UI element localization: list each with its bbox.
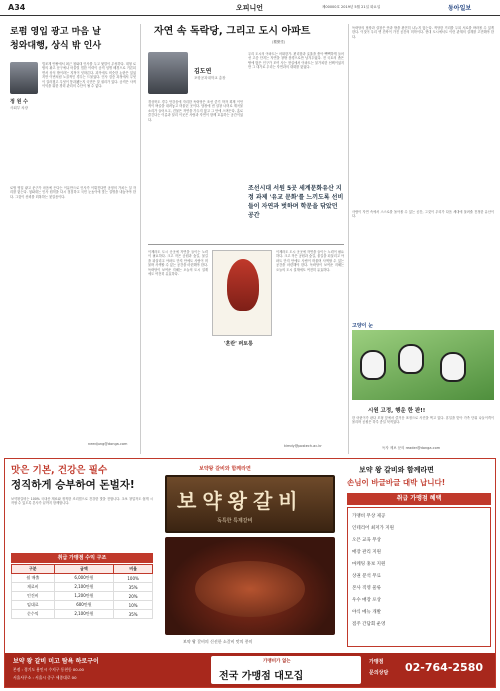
column-title-line1: 로펌 영입 광고 마음 날 xyxy=(10,27,101,37)
footer-address-2: 서울사무소 : 서울시 중구 세종대로 00 xyxy=(13,675,77,680)
ad-right-subheadline: 손님이 바글바글 대박 납니다! xyxy=(347,478,446,487)
recruit-top: 가맹비가 없는 xyxy=(263,659,291,664)
table-row xyxy=(12,601,153,610)
benefit-item: 야식 메뉴 개발 xyxy=(352,610,381,615)
ad-left xyxy=(11,463,153,649)
benefit-item: 매장 관리 지원 xyxy=(352,550,381,555)
right-column xyxy=(352,22,494,454)
panda-figure xyxy=(360,350,386,380)
ad-right xyxy=(347,463,491,649)
table-header-cell: 금액 xyxy=(54,565,114,574)
table-header-row xyxy=(12,565,153,574)
article-body-continued: 우리 도시의 아파트는 어떠한가. 편리함과 효율을 좇아 빽빽하게 들어선 고층 단지는 자연을 창밖 풍경으로만 남겨두었다. 전 국토의 좁은 땅에 많은 인구가 모여 사는 현실에서 아파트는 불가피한 선택이었지만 그 대가로 우리는 자연과의 대화를 잃었다. xyxy=(248,52,344,70)
panda-figure xyxy=(398,344,424,374)
benefit-item: 마케팅 홍보 지원 xyxy=(352,562,386,567)
table-cell: 2,100만원 xyxy=(54,583,114,592)
food-photo xyxy=(165,537,335,635)
table-body xyxy=(12,574,153,619)
table-row xyxy=(12,592,153,601)
ad-table xyxy=(11,564,153,619)
food-plate xyxy=(195,561,305,617)
food-caption: 보약 왕 갈비의 신선한 소갈비 맛의 풍미 xyxy=(183,639,253,644)
table-row xyxy=(12,610,153,619)
benefit-item: 우수 매장 포상 xyxy=(352,598,381,603)
benefit-item: 상권 분석 무료 xyxy=(352,574,381,579)
columnist-name: 정 원 수 xyxy=(10,99,28,105)
news-photo xyxy=(352,330,494,400)
ad-center xyxy=(159,463,341,649)
article-body: 법조계 안팎에서 최근 청와대 인사를 두고 뒷말이 무성하다. 대형 로펌의 광고 문구에나 어울릴 법한 이력이 공직 임명 배경으로 거론되면서 상식 밖이라는 지적이 잇따른다. 과거에도 비슷한 논란은 있었지만 이번처럼 노골적인 경우는 드물었다. 인사 검증 과정에서 무엇이 걸러졌고 무엇이 통과됐는지 국민은 알 권리가 있다. 공직은 사적 이익을 위한 경력 관리의 수단이 될 수 없다. xyxy=(42,62,136,89)
table-row xyxy=(12,583,153,592)
article-body-continued: 사람이 자연 속에서 스스로를 돌아볼 수 있는 공간, 그것이 우리가 다음 세대에 물려줄 진정한 유산이다. xyxy=(352,210,494,219)
benefit-item: 오픈 교육 무상 xyxy=(352,538,381,543)
table-cell: 임대료 xyxy=(12,601,55,610)
table-row xyxy=(12,574,153,583)
ad-footer xyxy=(5,653,495,687)
panda-figure xyxy=(440,352,466,382)
author-photo xyxy=(148,52,188,94)
illustration-figure xyxy=(227,259,259,311)
illustration-label: '혼란' 퍼토롱 xyxy=(224,341,253,347)
author-title: 포항공과대학교 총장 xyxy=(194,76,226,80)
benefit-list xyxy=(347,507,491,647)
ad-center-label: 보약왕 갈비와 함께라면 xyxy=(199,466,251,472)
ad-table-title: 취급 가맹점 수익 구조 xyxy=(11,553,153,563)
column-title-line2: 청와대행, 상식 밖 인사 xyxy=(10,41,102,51)
table-cell: 100% xyxy=(114,574,153,583)
photo-caption-title: 시원 고정, 행운 한 판!! xyxy=(368,408,426,414)
recruit-box xyxy=(211,656,361,684)
ad-area xyxy=(4,458,496,688)
recruit-main: 전국 가맹점 대모집 xyxy=(219,671,304,682)
table-header-cell: 비율 xyxy=(114,565,153,574)
ad-headline: 맛은 기본, 건강은 필수 xyxy=(11,465,108,476)
ad-sign-text: 보약왕갈비 xyxy=(177,489,304,513)
author-email[interactable]: needjung@donga.com xyxy=(88,442,128,446)
newspaper-logo: 동아일보 xyxy=(448,5,472,12)
article-body: 독락당의 담장과 살창은 안과 밖을 완전히 나누지 않는다. 적당한 거리를 두되 서로를 바라볼 수 있게 한다. 이것이 우리 옛 건축이 가진 공간의 미학이다. 현대 도시에서도 이런 관계의 설계를 고민해야 한다. xyxy=(352,26,494,39)
ad-subheadline: 정직하게 승부하여 돈벌자! xyxy=(11,479,135,491)
table-cell: 순수익 xyxy=(12,610,55,619)
contact-label: 가맹점 xyxy=(369,659,384,665)
benefit-item: 본사 직영 물류 xyxy=(352,586,381,591)
article-subtitle: (獨樂堂) xyxy=(272,40,286,44)
ad-sign-board xyxy=(165,475,335,533)
benefit-item: 인테리어 최저가 지원 xyxy=(352,526,394,531)
table-cell: 1,200만원 xyxy=(54,592,114,601)
column-divider xyxy=(348,24,349,454)
benefit-title: 취급 가맹점 혜택 xyxy=(347,493,491,505)
table-cell: 인건비 xyxy=(12,592,55,601)
footer-title: 보약 왕 갈비 미고 탐욕 하로구이 xyxy=(13,658,99,665)
table-cell: 20% xyxy=(114,592,153,601)
benefit-item: 가맹비 무상 제공 xyxy=(352,514,386,519)
columnist-title: 사회부 차장 xyxy=(10,106,29,110)
table-cell: 재료비 xyxy=(12,583,55,592)
photo-credit[interactable]: 독자 제보 문의 reader@donga.com xyxy=(382,446,441,450)
illustration-box xyxy=(212,250,272,336)
ad-description: 보약왕갈비는 100% 국내산 재료와 정직한 조리법으로 건강한 맛을 전합니다. 초보 창업자도 쉽게 시작할 수 있도록 본사가 끝까지 함께합니다. xyxy=(11,497,153,506)
table-cell: 월 매출 xyxy=(12,574,55,583)
photo-caption: 한 어린이가 판다 모형 앞에서 즐거운 표정으로 사진을 찍고 있다. 휴일을 맞아 가족 단위 나들이객이 몰리며 공원은 하루 종일 북적였다. xyxy=(352,416,494,425)
page-number: A34 xyxy=(8,3,26,12)
article-headline: 자연 속 독락당, 그리고 도시 아파트 xyxy=(154,26,311,37)
article-body-2: 이제라도 도시 곳곳에 자연을 들이는 노력이 필요하다. 크고 작은 공원과 숲길, 물길을 되살리고 아파트 단지 안에도 사람이 머물며 사색할 수 있는 공간을 마련해야 한다. 독락당이 보여준 지혜는 오늘의 도시 설계에도 여전히 유효하다. xyxy=(148,250,208,277)
benefit-item: 점주 간담회 운영 xyxy=(352,622,386,627)
table-header-cell: 구분 xyxy=(12,565,55,574)
ad-right-headline: 보약 왕 갈비와 함께라면 xyxy=(359,466,434,474)
author-email[interactable]: kimdy@postech.ac.kr xyxy=(284,444,322,448)
contact-sub: 문의상담 xyxy=(369,670,389,676)
table-cell: 35% xyxy=(114,610,153,619)
photo-section-label: 고양이 눈 xyxy=(352,323,374,329)
column-divider xyxy=(140,24,141,454)
table-cell: 10% xyxy=(114,601,153,610)
section-title: 오피니언 xyxy=(236,4,264,12)
article-body: 경상북도 경주 안강읍에 자리한 독락당은 조선 중기 학자 회재 이언적이 벼슬을 내려놓고 머물던 곳이다. 담장에 낸 살창 너머로 계곡물 소리가 들어오고, 건물은 자연을 가두지 않고 그 안에 스며든다. 홀로 즐긴다는 이름과 달리 이곳은 사람과 자연이 함께 호흡하는 공간이었다. xyxy=(148,100,243,122)
contact-phone[interactable]: 02-764-2580 xyxy=(405,661,484,674)
section-divider xyxy=(148,244,344,245)
ad-sign-subtext: 독특한 특제갈비 xyxy=(217,518,253,524)
left-column xyxy=(8,24,136,454)
article-body-3: 이제라도 도시 곳곳에 자연을 들이는 노력이 필요하다. 크고 작은 공원과 숲길, 물길을 되살리고 아파트 단지 안에도 사람이 머물며 사색할 수 있는 공간을 마련해야 한다. 독락당이 보여준 지혜는 오늘의 도시 설계에도 여전히 유효하다. xyxy=(276,250,344,272)
table-cell: 35% xyxy=(114,583,153,592)
table-cell: 600만원 xyxy=(54,601,114,610)
footer-address: 본점 : 경기도 용인시 수지구 동천동 00-00 xyxy=(13,667,84,672)
page-header xyxy=(0,0,500,16)
table-cell: 2,100만원 xyxy=(54,610,114,619)
pull-quote: 조선시대 서원 5곳 세계문화유산 지정 과제 '유교 문화'를 느끼도록 선비들이 자연과 벗하며 학문을 닦았던 공간 xyxy=(248,185,344,219)
article-body-continued: 로펌 영입 광고 문구가 마음에 든다는 이유만으로 인사가 이뤄진다면 공정의 가치는 설 자리를 잃는다. 청와대는 인사 원칙을 다시 점검하고 국민 눈높이에 맞는 설명을 내놓아야 한다. 그것이 신뢰를 회복하는 첫걸음이다. xyxy=(10,186,136,199)
table-cell: 6,000만원 xyxy=(54,574,114,583)
main-column xyxy=(144,22,344,454)
columnist-photo xyxy=(10,62,38,94)
issue-date: 제00000호 2019년 5월 21일 화요일 xyxy=(322,5,381,9)
author-name: 김도연 xyxy=(194,68,212,75)
